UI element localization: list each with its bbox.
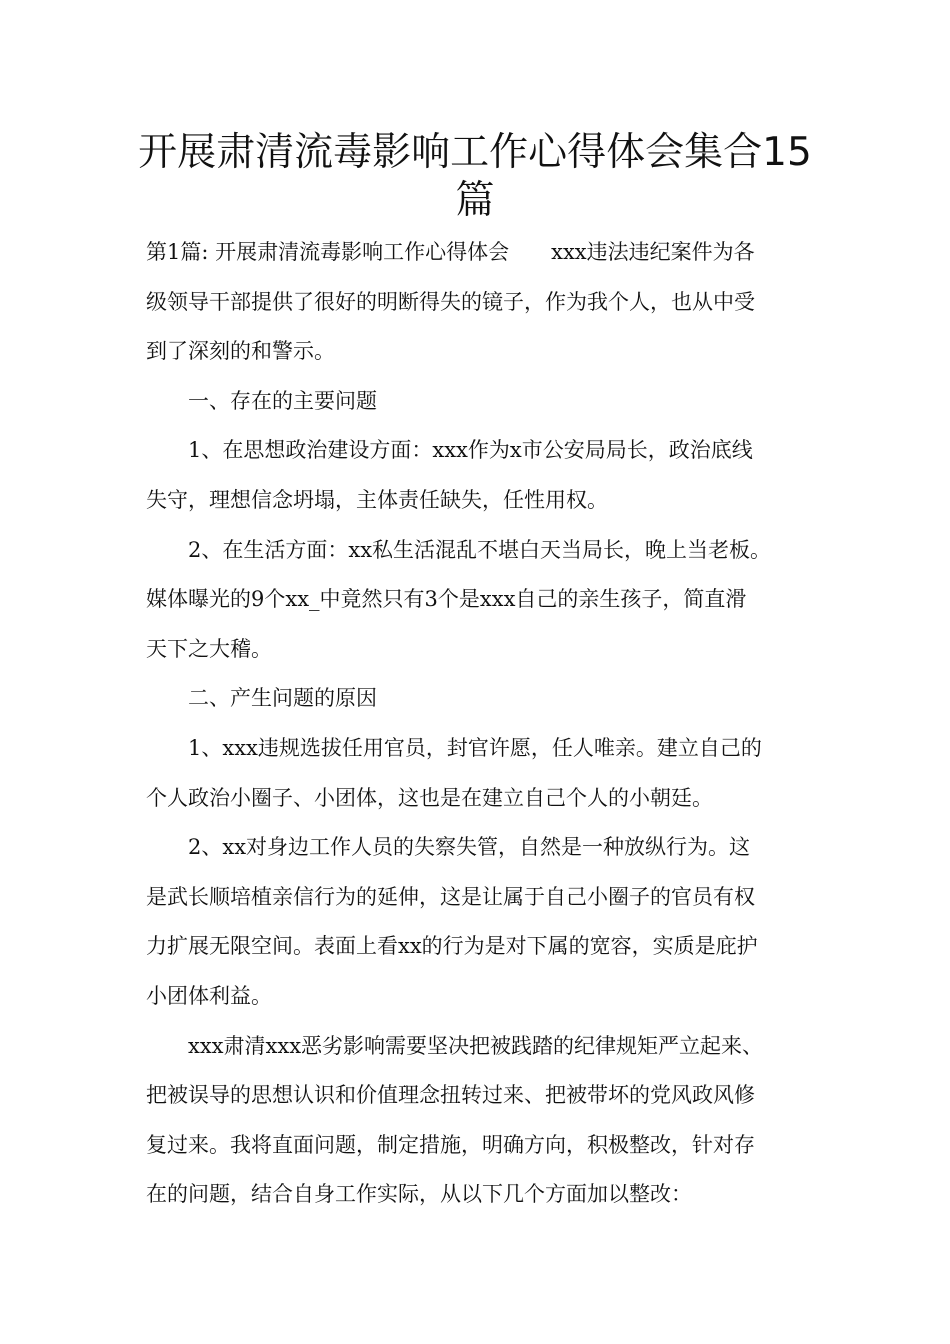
body-line: 2、在生活方面：xx私生活混乱不堪白天当局长，晚上当老板。 (188, 537, 772, 562)
body-line: 力扩展无限空间。表面上看xx的行为是对下属的宽容，实质是庇护 (146, 934, 758, 959)
body-line: 天下之大稽。 (146, 636, 272, 661)
body-line: 个人政治小圈子、小团体，这也是在建立自己个人的小朝廷。 (146, 785, 713, 810)
body-line: 失守，理想信念坍塌，主体责任缺失，任性用权。 (146, 487, 608, 512)
body-line: 到了深刻的和警示。 (146, 339, 335, 364)
body-line: xxx肃清xxx恶劣影响需要坚决把被践踏的纪律规矩严立起来、 (188, 1033, 764, 1058)
body-line: 第1篇: 开展肃清流毒影响工作心得体会 xxx违法违纪案件为各 (146, 240, 755, 264)
body-line: 小团体利益。 (146, 983, 272, 1008)
body-line: 把被误导的思想认识和价值理念扭转过来、把被带坏的党风政风修 (146, 1083, 755, 1108)
body-line: 2、xx对身边工作人员的失察失管，自然是一种放纵行为。这 (188, 835, 751, 860)
body-line: 在的问题，结合自身工作实际，从以下几个方面加以整改： (146, 1182, 692, 1207)
document-title-line-1: 开展肃清流毒影响工作心得体会集合15 (138, 130, 812, 175)
section-heading: 二、产生问题的原因 (188, 686, 377, 711)
document-title-line-2: 篇 (455, 178, 495, 223)
section-heading: 一、存在的主要问题 (188, 388, 377, 413)
body-line: 媒体曝光的9个xx_中竟然只有3个是xxx自己的亲生孩子，简直滑 (146, 587, 747, 612)
body-line: 是武长顺培植亲信行为的延伸，这是让属于自己小圈子的官员有权 (146, 884, 755, 909)
body-line: 1、在思想政治建设方面：xxx作为x市公安局局长，政治底线 (188, 438, 753, 463)
body-line: 级领导干部提供了很好的明断得失的镜子，作为我个人，也从中受 (146, 289, 755, 314)
body-line: 1、xxx违规选拔任用官员，封官许愿，任人唯亲。建立自己的 (188, 735, 762, 760)
body-line: 复过来。我将直面问题，制定措施，明确方向，积极整改，针对存 (146, 1132, 755, 1157)
document-body (146, 228, 816, 1220)
